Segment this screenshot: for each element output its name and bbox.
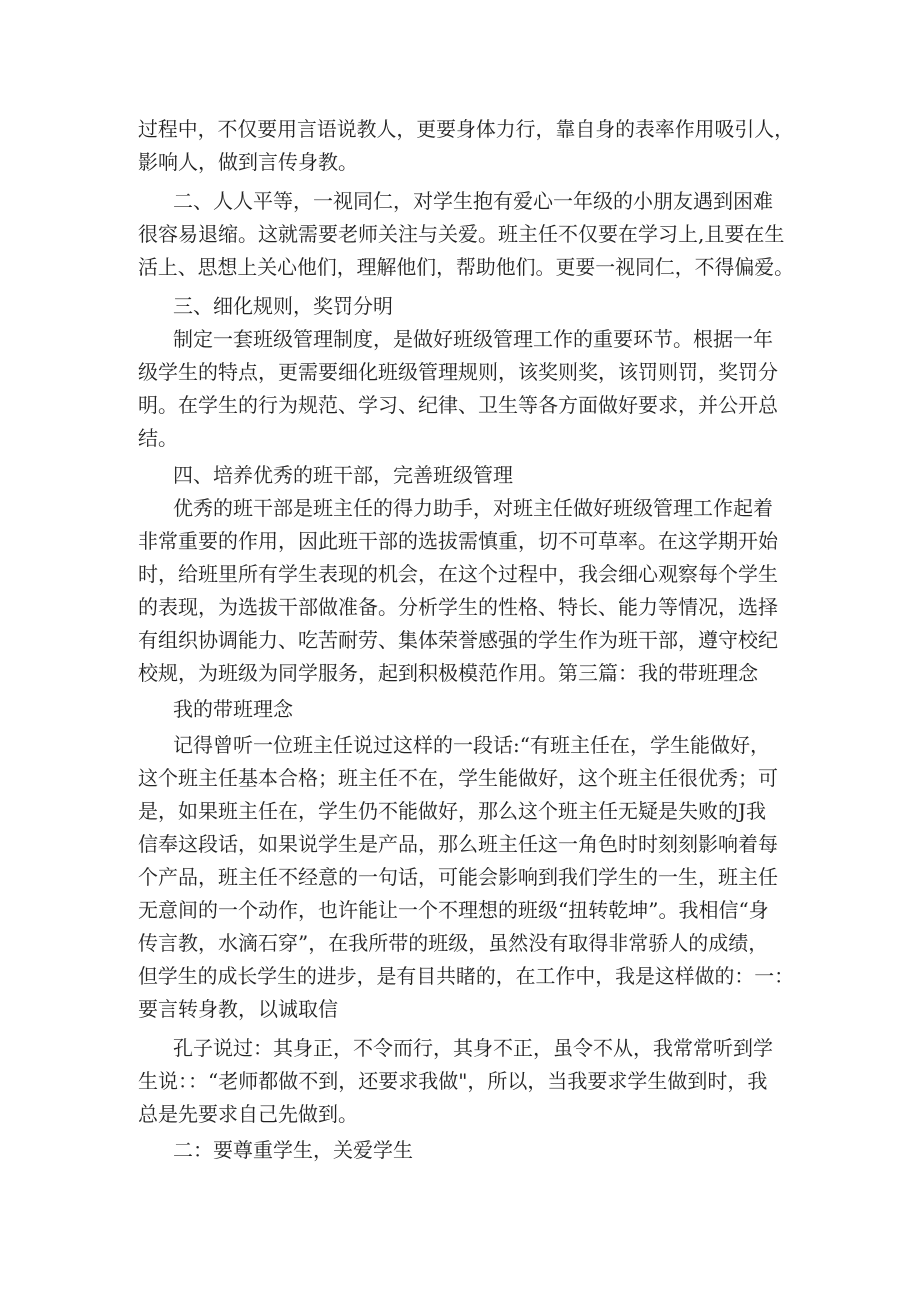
text-line: 要言转身教，以诚取信 xyxy=(138,997,338,1021)
text-line: 孔子说过：其身正，不令而行，其身不正，虽令不从，我常常听到学 xyxy=(173,1036,773,1060)
text-line: 信奉这段话，如果说学生是产品，那么班主任这一角色时时刻刻影响着每 xyxy=(138,832,778,856)
text-line: 是，如果班主任在，学生仍不能做好，那么这个班主任无疑是失败的J我 xyxy=(138,799,767,823)
text-line: 明。在学生的行为规范、学习、纪律、卫生等各方面做好要求，并公开总 xyxy=(138,393,778,417)
section-heading: 二：要尊重学生，关爱学生 xyxy=(173,1138,413,1162)
text-line: 活上、思想上关心他们，理解他们，帮助他们。更要一视同仁，不得偏爱。 xyxy=(138,255,794,279)
text-line: 的表现，为选拔干部做准备。分析学生的性格、特长、能力等情况，选择 xyxy=(138,595,778,619)
text-line: 生说：：“老师都做不到，还要求我做"，所以，当我要求学生做到时，我 xyxy=(138,1069,768,1093)
text-line: 过程中，不仅要用言语说教人，更要身体力行，靠自身的表率作用吸引人， xyxy=(138,117,794,141)
text-line: 优秀的班干部是班主任的得力助手，对班主任做好班级管理工作起着 xyxy=(173,496,773,520)
text-line: 个产品，班主任不经意的一句话，可能会影响到我们学生的一生，班主任 xyxy=(138,865,778,889)
text-line: 制定一套班级管理制度，是做好班级管理工作的重要环节。根据一年 xyxy=(173,327,773,351)
section-heading: 四、培养优秀的班干部，完善班级管理 xyxy=(173,463,513,487)
text-line: 级学生的特点，更需要细化班级管理规则，该奖则奖，该罚则罚，奖罚分 xyxy=(138,360,778,384)
text-line: 传言教，水滴石穿”，在我所带的班级，虽然没有取得非常骄人的成绩， xyxy=(138,931,769,955)
text-line: 记得曾听一位班主任说过这样的一段话:“有班主任在，学生能做好， xyxy=(173,733,770,757)
text-line: 影响人，做到言传身教。 xyxy=(138,150,358,174)
text-line: 这个班主任基本合格；班主任不在，学生能做好，这个班主任很优秀；可 xyxy=(138,766,778,790)
section-heading: 我的带班理念 xyxy=(173,697,293,721)
text-line: 但学生的成长学生的进步，是有目共睹的，在工作中，我是这样做的：一： xyxy=(138,964,794,988)
text-line: 结。 xyxy=(138,426,178,450)
text-line: 时，给班里所有学生表现的机会，在这个过程中，我会细心观察每个学生 xyxy=(138,562,778,586)
text-line: 有组织协调能力、吃苦耐劳、集体荣誉感强的学生作为班干部，遵守校纪 xyxy=(138,628,778,652)
section-heading: 二、人人平等，一视同仁，对学生抱有爱心一年级的小朋友遇到困难 xyxy=(173,189,773,213)
text-line: 很容易退缩。这就需要老师关注与关爱。班主任不仅要在学习上,且要在生 xyxy=(138,222,785,246)
text-line: 总是先要求自己先做到。 xyxy=(138,1102,358,1126)
text-line: 无意间的一个动作，也许能让一个不理想的班级“扭转乾坤”。我相信“身 xyxy=(138,898,769,922)
section-heading: 三、细化规则，奖罚分明 xyxy=(173,294,393,318)
text-line: 非常重要的作用，因此班干部的选拔需慎重，切不可草率。在这学期开始 xyxy=(138,529,778,553)
text-line: 校规，为班级为同学服务，起到积极模范作用。第三篇：我的带班理念 xyxy=(138,661,758,685)
